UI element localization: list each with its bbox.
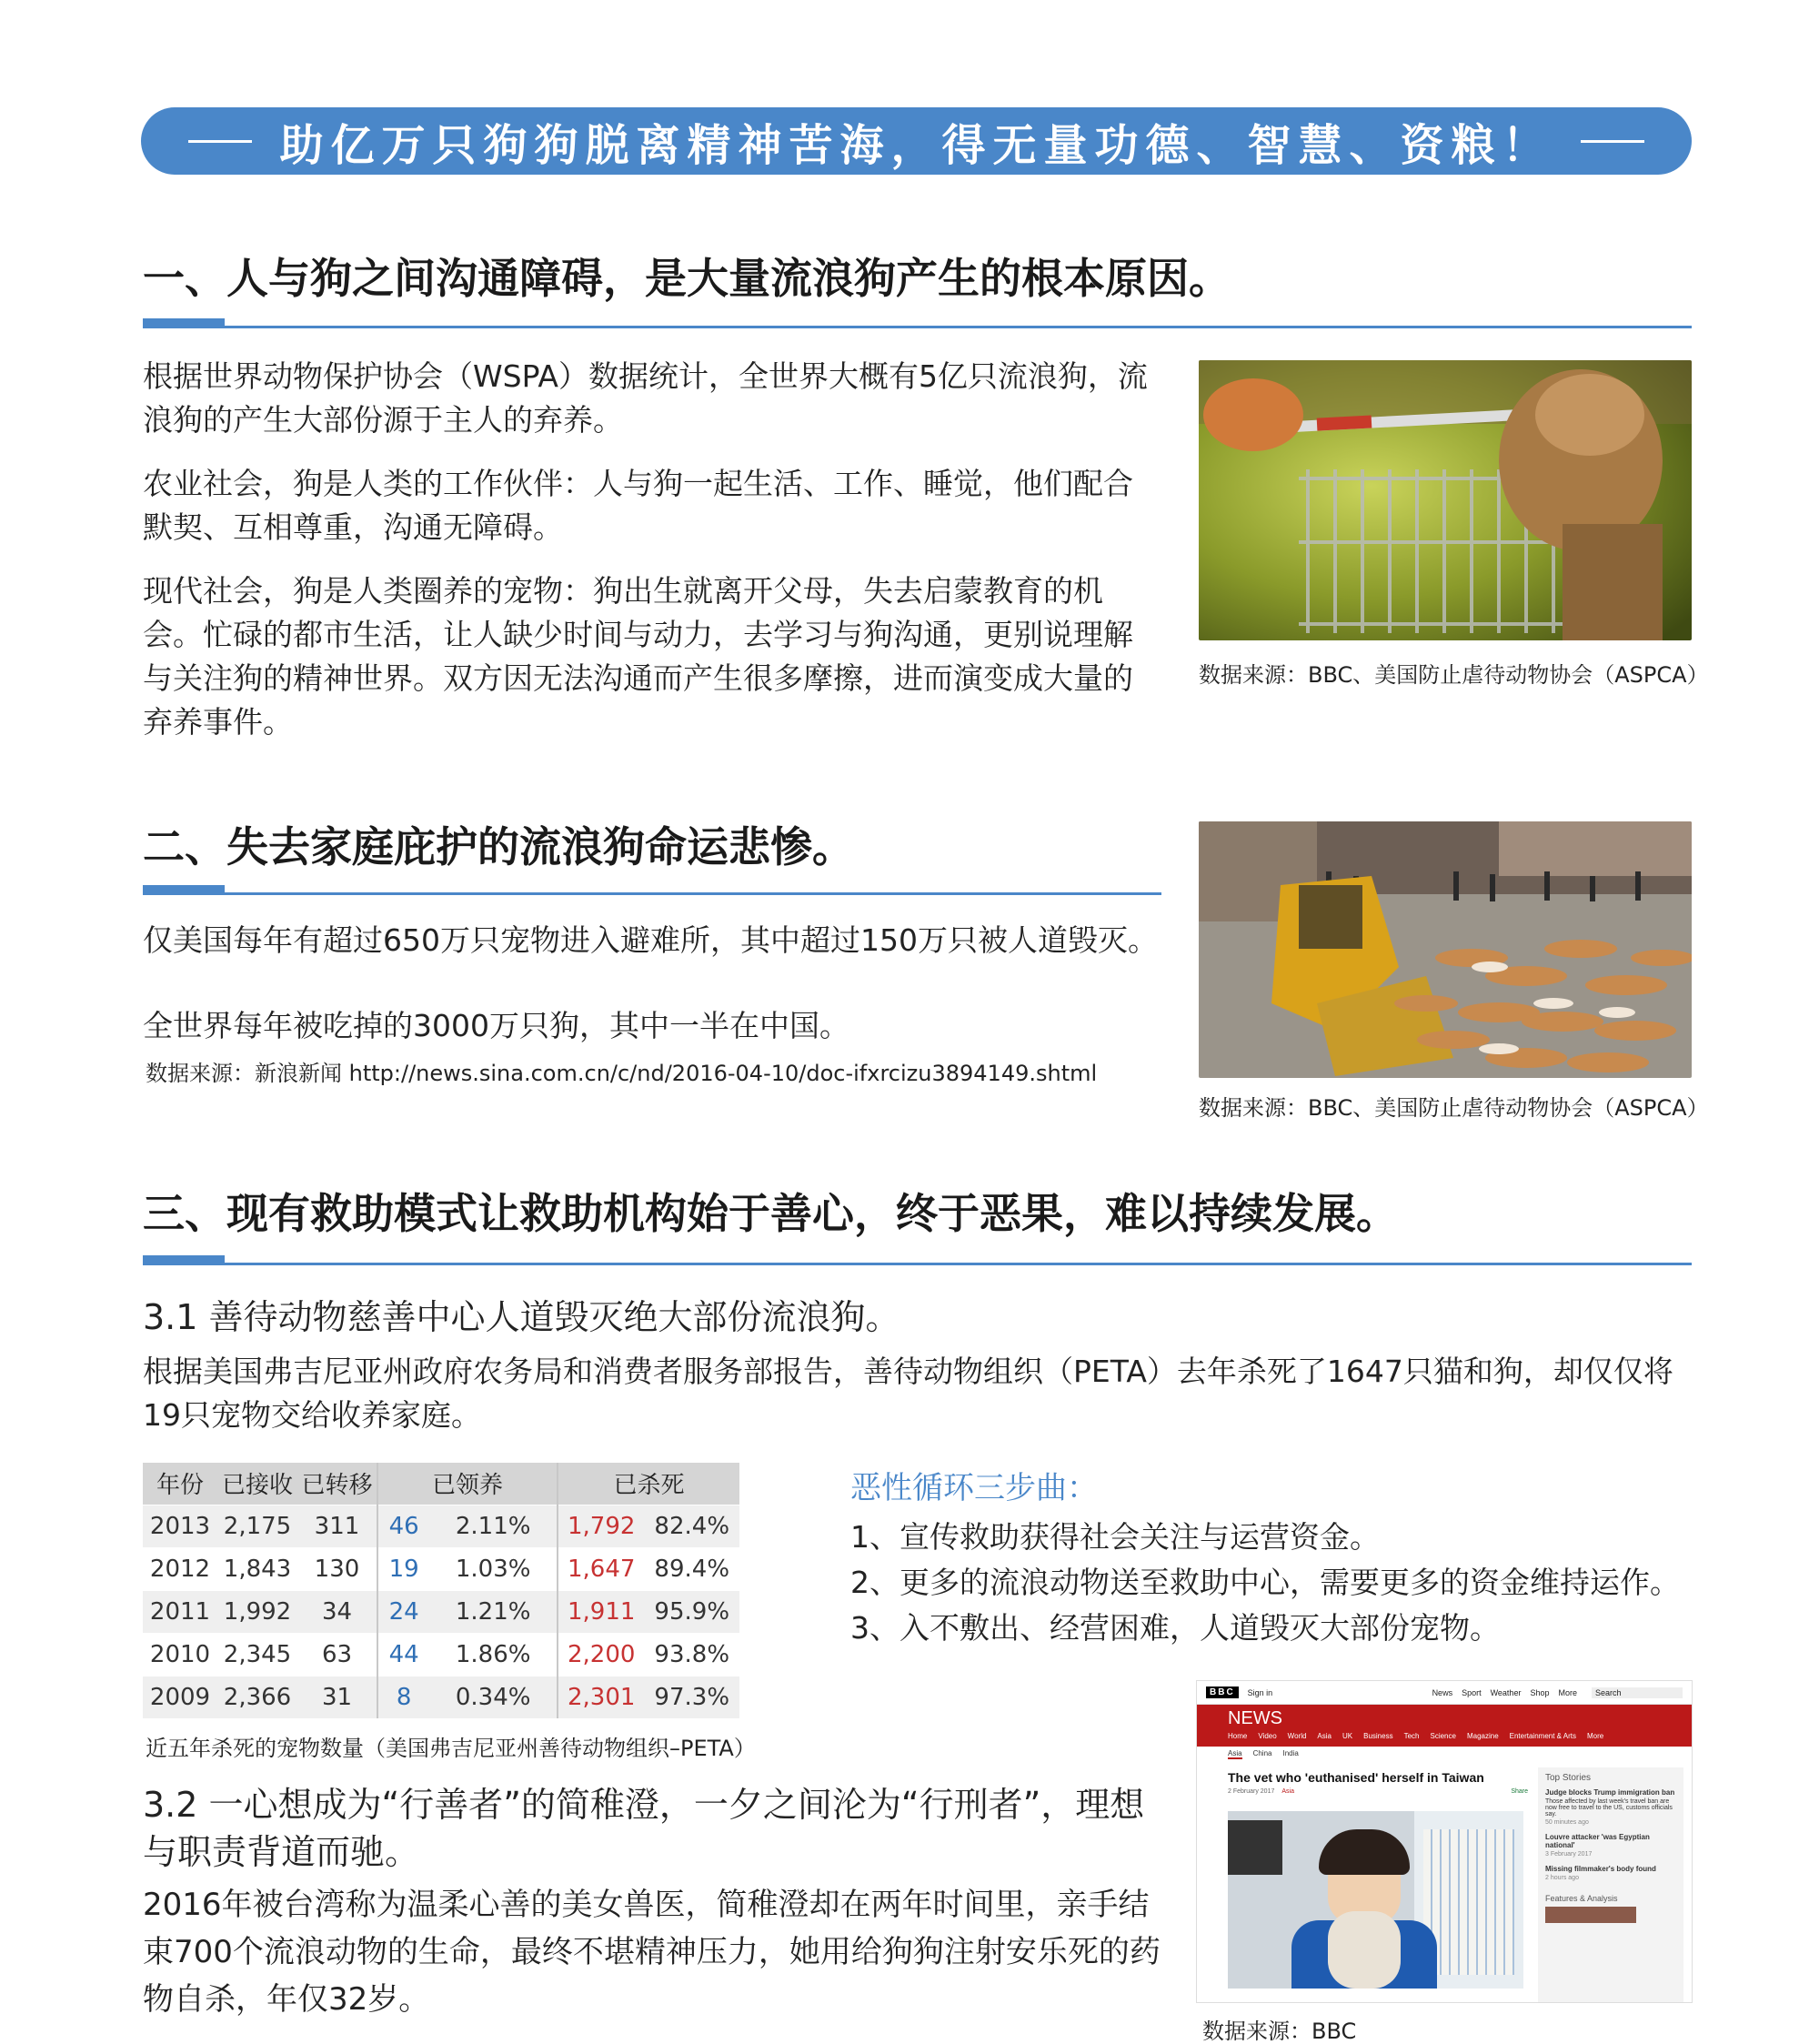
subnav-magazine[interactable]: Magazine	[1466, 1732, 1499, 1740]
section2-photo-caption: 数据来源：BBC、美国防止虐待动物协会（ASPCA）	[1199, 1095, 1709, 1121]
banner-dash-left	[188, 140, 252, 143]
subnav-science[interactable]: Science	[1430, 1732, 1456, 1740]
story-2-title[interactable]: Louvre attacker 'was Egyptian national'	[1545, 1833, 1650, 1849]
bbc-section-news: NEWS	[1228, 1708, 1282, 1728]
cell-received: 1,843	[217, 1547, 297, 1590]
banner-dash-right	[1581, 140, 1644, 143]
subnav2-india[interactable]: India	[1282, 1749, 1299, 1757]
cell-adopted: 44	[377, 1633, 429, 1676]
section1-photo-caption: 数据来源：BBC、美国防止虐待动物协会（ASPCA）	[1199, 662, 1709, 688]
cell-received: 2,345	[217, 1633, 297, 1676]
cell-adopted-pct: 0.34%	[429, 1676, 558, 1718]
subnav-video[interactable]: Video	[1258, 1732, 1277, 1740]
subnav-more[interactable]: More	[1587, 1732, 1604, 1740]
vet-photo	[1228, 1811, 1523, 1989]
top-stories-title: Top Stories	[1545, 1773, 1592, 1783]
header-banner	[141, 107, 1692, 175]
section3-title: 三、现有救助模式让救助机构始于善心，终于恶果，难以持续发展。	[143, 1189, 1398, 1238]
table-row	[143, 1505, 739, 1547]
cycle-title: 恶性循环三步曲：	[850, 1470, 1098, 1506]
section1-rule	[143, 326, 1692, 328]
cell-adopted-pct: 1.21%	[429, 1590, 558, 1633]
cell-killed-pct: 82.4%	[644, 1505, 739, 1547]
bbc-logo: BBC	[1206, 1687, 1239, 1698]
peta-table	[143, 1463, 739, 1718]
bbc-headline[interactable]: The vet who 'euthanised' herself in Taiwan	[1228, 1770, 1484, 1785]
bbc-news-screenshot	[1196, 1680, 1693, 2003]
cell-year: 2011	[143, 1590, 217, 1633]
section1-title: 一、人与狗之间沟通障碍，是大量流浪狗产生的根本原因。	[143, 254, 1231, 303]
features-title: Features & Analysis	[1545, 1894, 1618, 1903]
subsection-3-2-title: 3.2 一心想成为“行善者”的简稚澄，一夕之间沦为“行刑者”，理想与职责背道而驰。	[143, 1785, 1145, 1872]
cell-killed: 1,911	[558, 1590, 644, 1633]
story-1-time: 50 minutes ago	[1545, 1819, 1589, 1826]
cell-transferred: 34	[297, 1590, 377, 1633]
cell-killed: 2,200	[558, 1633, 644, 1676]
bulldozer-dogs-photo	[1199, 821, 1692, 1078]
table-row	[143, 1633, 739, 1676]
table-row	[143, 1676, 739, 1718]
subsection-3-1-title: 3.1 善待动物慈善中心人道毁灭绝大部份流浪狗。	[143, 1297, 900, 1337]
subnav-tech[interactable]: Tech	[1403, 1732, 1420, 1740]
subsection-3-1-text: 根据美国弗吉尼亚州政府农务局和消费者服务部报告，善待动物组织（PETA）去年杀死了1647只猫和狗，却仅仅将19只宠物交给收养家庭。	[143, 1354, 1673, 1433]
cell-adopted: 19	[377, 1547, 429, 1590]
table-row	[143, 1547, 739, 1590]
cell-killed-pct: 93.8%	[644, 1633, 739, 1676]
bbc-caption: 数据来源：BBC	[1202, 2019, 1357, 2044]
story-3-time: 2 hours ago	[1545, 1875, 1579, 1881]
cycle-item-2: 2、更多的流浪动物送至救助中心，需要更多的资金维持运作。	[850, 1565, 1680, 1600]
subnav-business[interactable]: Business	[1363, 1732, 1393, 1740]
bbc-nav-sport[interactable]: Sport	[1462, 1687, 1482, 1697]
cell-adopted-pct: 2.11%	[429, 1505, 558, 1547]
bbc-article-tag[interactable]: Asia	[1281, 1788, 1294, 1795]
story-3-title[interactable]: Missing filmmaker's body found	[1545, 1865, 1656, 1873]
bbc-nav-news[interactable]: News	[1432, 1687, 1453, 1697]
cell-received: 2,366	[217, 1676, 297, 1718]
cell-transferred: 130	[297, 1547, 377, 1590]
subnav2-asia[interactable]: Asia	[1228, 1749, 1242, 1757]
table-header-year: 年份	[143, 1463, 217, 1505]
subnav2-china[interactable]: China	[1252, 1749, 1272, 1757]
bbc-nav-weather[interactable]: Weather	[1490, 1687, 1522, 1697]
cell-year: 2009	[143, 1676, 217, 1718]
story-1-title[interactable]: Judge blocks Trump immigration ban	[1545, 1788, 1675, 1797]
table-header-received: 已接收	[217, 1463, 297, 1505]
section1-paragraph-1: 根据世界动物保护协会（WSPA）数据统计，全世界大概有5亿只流浪狗，流浪狗的产生大部份源于主人的弃养。	[143, 358, 1148, 438]
cell-transferred: 311	[297, 1505, 377, 1547]
section2-paragraph-2: 全世界每年被吃掉的3000万只狗，其中一半在中国。	[143, 1008, 849, 1043]
share-button[interactable]: Share	[1511, 1788, 1528, 1795]
subnav-home[interactable]: Home	[1228, 1732, 1248, 1740]
table-header-row	[143, 1463, 739, 1505]
cell-adopted: 24	[377, 1590, 429, 1633]
signin-link[interactable]: Sign in	[1247, 1687, 1273, 1697]
subnav-asia[interactable]: Asia	[1317, 1732, 1332, 1740]
bbc-nav-shop[interactable]: Shop	[1530, 1687, 1550, 1697]
cell-killed: 1,647	[558, 1547, 644, 1590]
section3-rule	[143, 1263, 1692, 1265]
cell-year: 2012	[143, 1547, 217, 1590]
section2-title: 二、失去家庭庇护的流浪狗命运悲惨。	[143, 822, 854, 871]
subnav-world[interactable]: World	[1287, 1732, 1307, 1740]
story-2-time: 3 February 2017	[1545, 1851, 1593, 1858]
table-header-adopted: 已领养	[377, 1463, 558, 1505]
table-header-transferred: 已转移	[297, 1463, 377, 1505]
cell-killed-pct: 97.3%	[644, 1676, 739, 1718]
section2-source: 数据来源：新浪新闻 http://news.sina.com.cn/c/nd/2016-04-10/doc-ifxrcizu3894149.shtml	[146, 1061, 1098, 1086]
subnav-entertainment[interactable]: Entertainment & Arts	[1509, 1732, 1577, 1740]
banner-text: 助亿万只狗狗脱离精神苦海，得无量功德、智慧、资粮！	[279, 119, 1553, 171]
bbc-search-box[interactable]: Search	[1592, 1687, 1683, 1698]
cell-year: 2013	[143, 1505, 217, 1547]
cell-adopted: 8	[377, 1676, 429, 1718]
table-header-killed: 已杀死	[558, 1463, 739, 1505]
cycle-item-1: 1、宣传救助获得社会关注与运营资金。	[850, 1519, 1380, 1555]
section2-rule-accent	[143, 885, 225, 895]
cell-killed-pct: 89.4%	[644, 1547, 739, 1590]
section1-paragraph-2: 农业社会，狗是人类的工作伙伴：人与狗一起生活、工作、睡觉，他们配合默契、互相尊重，沟通无障碍。	[143, 466, 1133, 545]
cycle-item-3: 3、入不敷出、经营困难，人道毁灭大部份宠物。	[850, 1610, 1500, 1646]
cell-adopted: 46	[377, 1505, 429, 1547]
section2-rule	[143, 892, 1161, 895]
bbc-nav-more[interactable]: More	[1558, 1687, 1577, 1697]
story-1-body: Those affected by last week's travel ban are now free to travel to the US, customs officials say.	[1545, 1798, 1673, 1817]
cell-killed-pct: 95.9%	[644, 1590, 739, 1633]
bbc-article-date: 2 February 2017	[1228, 1788, 1275, 1795]
cell-year: 2010	[143, 1633, 217, 1676]
cell-adopted-pct: 1.03%	[429, 1547, 558, 1590]
subnav-uk[interactable]: UK	[1342, 1732, 1353, 1740]
section2-paragraph-1: 仅美国每年有超过650万只宠物进入避难所，其中超过150万只被人道毁灭。	[143, 922, 1158, 958]
subsection-3-2-text: 2016年被台湾称为温柔心善的美女兽医，简稚澄却在两年时间里，亲手结束700个流浪动物的生命，最终不堪精神压力，她用给狗狗注射安乐死的药物自杀，年仅32岁。	[143, 1887, 1161, 2018]
section1-rule-accent	[143, 318, 225, 328]
cell-received: 1,992	[217, 1590, 297, 1633]
section1-paragraph-3: 现代社会，狗是人类圈养的宠物：狗出生就离开父母，失去启蒙教育的机会。忙碌的都市生活，让人缺少时间与动力，去学习与狗沟通，更别说理解与关注狗的精神世界。双方因无法沟通而产生很多摩擦，进而演变成大量的弃养事件。	[143, 573, 1133, 740]
cell-killed: 1,792	[558, 1505, 644, 1547]
cell-adopted-pct: 1.86%	[429, 1633, 558, 1676]
cell-transferred: 63	[297, 1633, 377, 1676]
dog-cage-photo	[1199, 360, 1692, 640]
table-caption: 近五年杀死的宠物数量（美国弗吉尼亚州善待动物组织–PETA）	[146, 1736, 756, 1761]
table-row	[143, 1590, 739, 1633]
cell-killed: 2,301	[558, 1676, 644, 1718]
cell-transferred: 31	[297, 1676, 377, 1718]
section3-rule-accent	[143, 1255, 225, 1265]
cell-received: 2,175	[217, 1505, 297, 1547]
